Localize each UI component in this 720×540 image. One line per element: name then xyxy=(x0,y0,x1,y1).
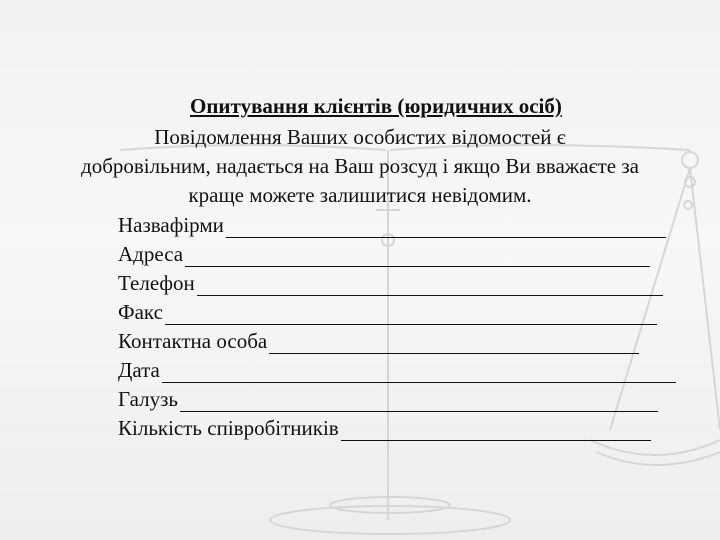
field-label: Назвафірми xyxy=(118,213,224,237)
field-label: Галузь xyxy=(118,387,178,411)
privacy-notice xyxy=(20,123,700,210)
field-label: Контактна особа xyxy=(118,329,268,353)
contact-person-input-line[interactable] xyxy=(269,331,639,354)
company-name-field xyxy=(118,210,666,238)
notice-line: добровільним, надається на Ваш розсуд і якщо Ви вважаєте за xyxy=(81,154,639,178)
address-field xyxy=(118,239,650,267)
field-label: Адреса xyxy=(118,242,184,266)
notice-line: Повідомлення Ваших особистих відомостей є xyxy=(154,125,566,149)
notice-line: краще можете залишитися невідомим. xyxy=(188,183,532,207)
field-label: Дата xyxy=(118,358,160,382)
contact-person-field xyxy=(118,326,639,354)
date-input-line[interactable] xyxy=(162,360,676,383)
field-label: Кількість співробітників xyxy=(118,416,339,440)
field-label: Факс xyxy=(118,300,163,324)
address-input-line[interactable] xyxy=(185,244,650,267)
page-title: Опитування клієнтів (юридичних осіб) xyxy=(190,94,562,118)
field-label: Телефон xyxy=(118,271,195,295)
phone-field xyxy=(118,268,663,296)
date-field xyxy=(118,355,676,383)
fax-input-line[interactable] xyxy=(165,302,657,325)
employee-count-field xyxy=(118,413,651,441)
employee-count-input-line[interactable] xyxy=(341,418,651,441)
fax-field xyxy=(118,297,657,325)
company-name-input-line[interactable] xyxy=(226,215,666,238)
industry-field xyxy=(118,384,658,412)
industry-input-line[interactable] xyxy=(180,389,658,412)
phone-input-line[interactable] xyxy=(197,273,663,296)
